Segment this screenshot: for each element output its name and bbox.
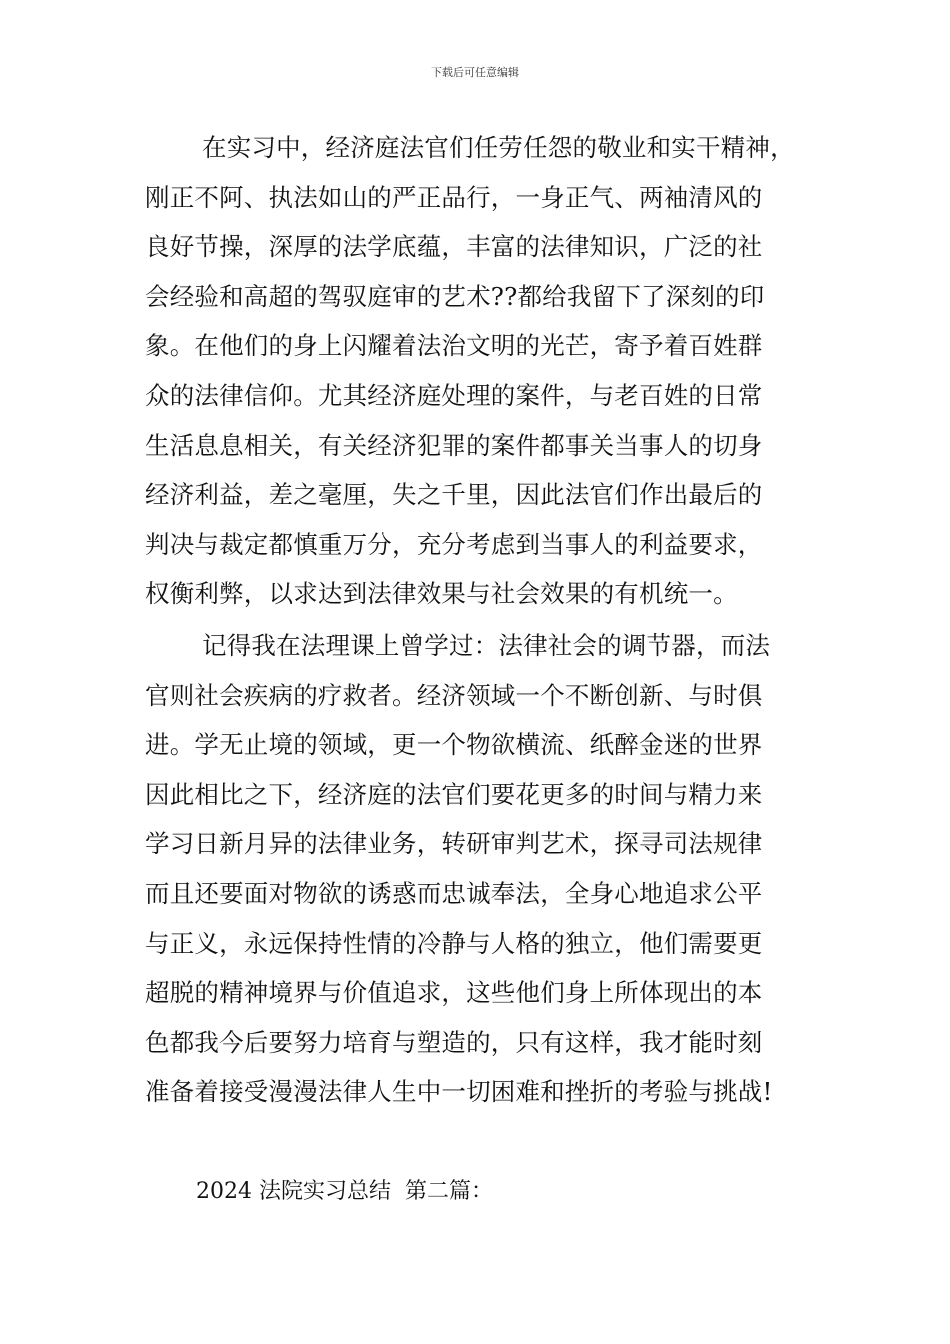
paragraph-line: 刚正不阿、执法如山的严正品行，一身正气、两袖清风的 xyxy=(145,182,763,212)
paragraph-line: 而且还要面对物欲的诱惑而忠诚奉法，全身心地追求公平 xyxy=(145,878,763,908)
paragraph-2 xyxy=(145,621,815,1117)
paragraph-line: 众的法律信仰。尤其经济庭处理的案件，与老百姓的日常 xyxy=(145,380,763,410)
paragraph-line: 经济利益，差之毫厘，失之千里，因此法官们作出最后的 xyxy=(145,480,763,510)
paragraph-line: 学习日新月异的法律业务，转研审判艺术，探寻司法规律 xyxy=(145,829,763,859)
paragraph-line: 会经验和高超的驾驭庭审的艺术??都给我留下了深刻的印 xyxy=(145,281,765,311)
paragraph-line: 色都我今后要努力培育与塑造的，只有这样，我才能时刻 xyxy=(145,1027,763,1057)
paragraph-1 xyxy=(145,123,815,619)
paragraph-line: 生活息息相关，有关经济犯罪的案件都事关当事人的切身 xyxy=(145,430,763,460)
paragraph-line: 进。学无止境的领域，更一个物欲横流、纸醉金迷的世界 xyxy=(145,730,763,760)
paragraph-line: 超脱的精神境界与价值追求，这些他们身上所体现出的本 xyxy=(145,978,763,1008)
paragraph-line: 准备着接受漫漫法律人生中一切困难和挫折的考验与挑战! xyxy=(145,1077,773,1107)
paragraph-line: 记得我在法理课上曾学过：法律社会的调节器，而法 xyxy=(202,631,771,660)
page-header: 下载后可任意编辑 xyxy=(431,66,519,79)
paragraph-line: 判决与裁定都慎重万分，充分考虑到当事人的利益要求， xyxy=(145,529,763,559)
paragraph-line: 象。在他们的身上闪耀着法治文明的光芒，寄予着百姓群 xyxy=(145,331,763,361)
paragraph-line: 良好节操，深厚的法学底蕴，丰富的法律知识，广泛的社 xyxy=(145,232,763,262)
paragraph-line: 官则社会疾病的疗救者。经济领域一个不断创新、与时俱 xyxy=(145,680,763,710)
paragraph-line: 在实习中，经济庭法官们任劳任怨的敬业和实干精神， xyxy=(202,133,795,162)
section-heading: 2024 法院实习总结 第二篇： xyxy=(196,1179,493,1204)
paragraph-line: 因此相比之下，经济庭的法官们要花更多的时间与精力来 xyxy=(145,779,763,809)
paragraph-line: 权衡利弊，以求达到法律效果与社会效果的有机统一。 xyxy=(145,579,738,609)
paragraph-line: 与正义，永远保持性情的冷静与人格的独立，他们需要更 xyxy=(145,928,763,958)
